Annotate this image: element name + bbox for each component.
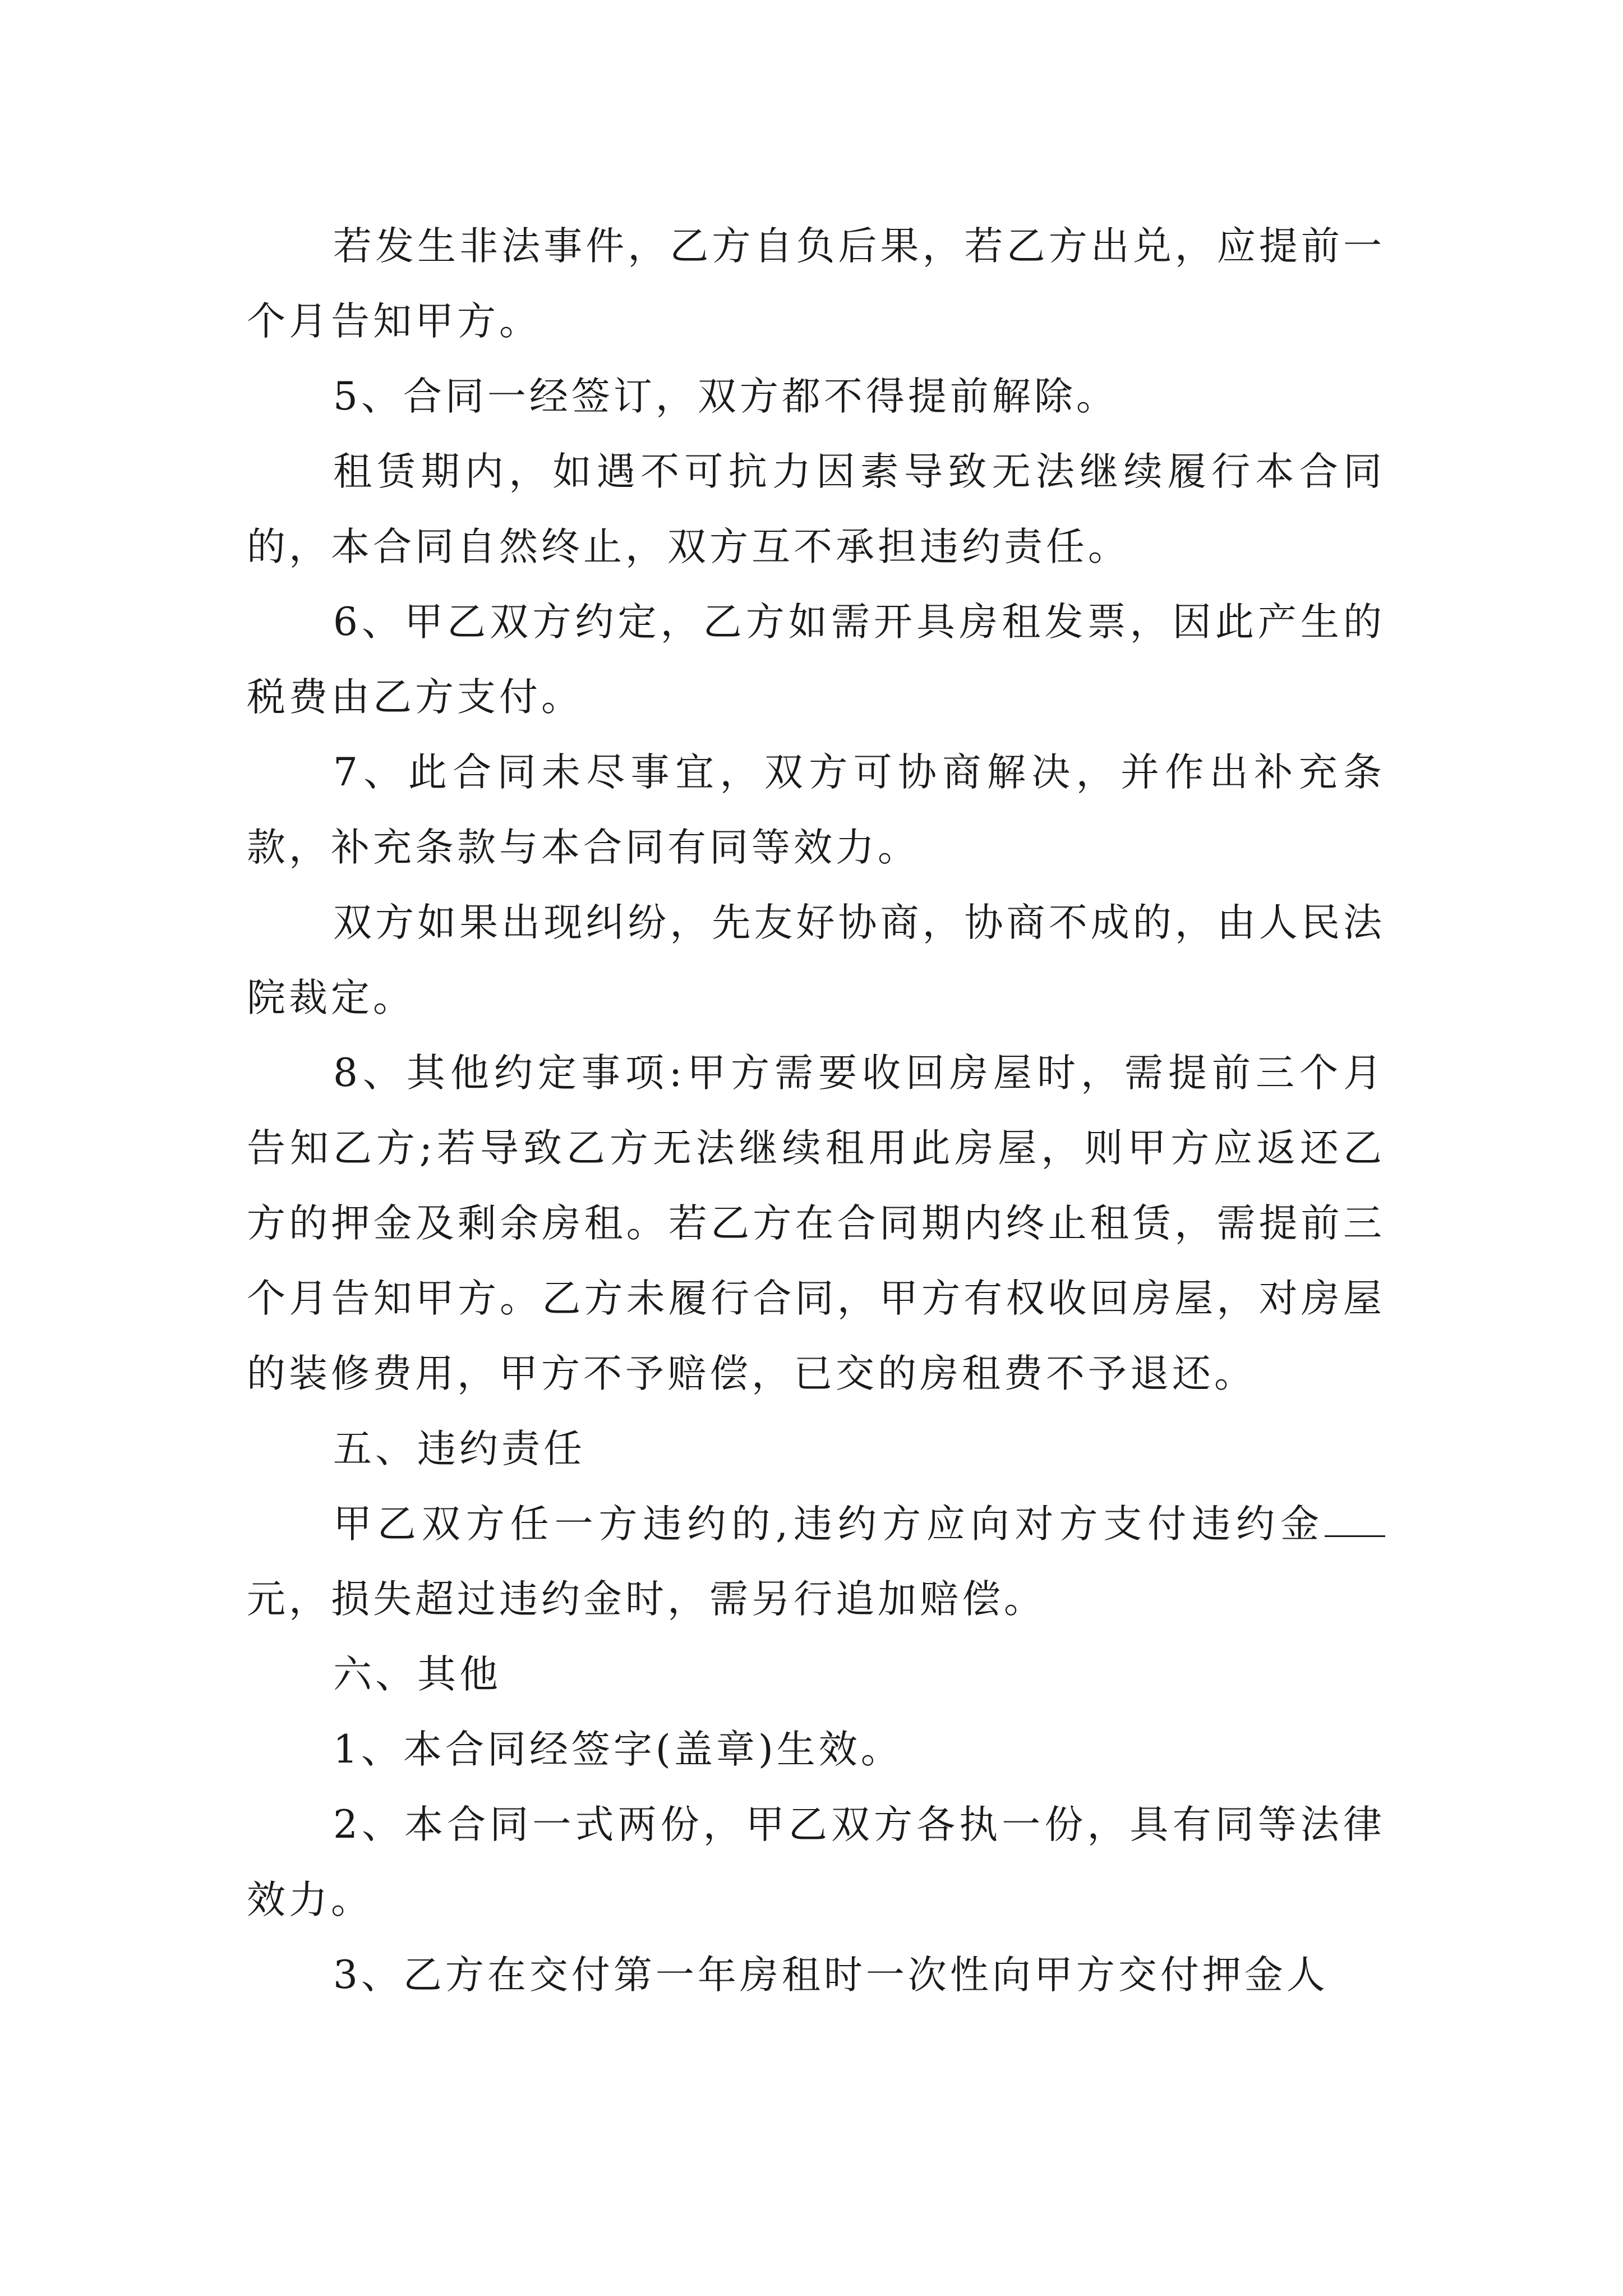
document-body [247, 209, 1385, 2013]
paragraph-other-1: 1、本合同经签字(盖章)生效。 [333, 1727, 903, 1772]
paragraph-breach-penalty [247, 1487, 1385, 1637]
paragraph-clause-5: 5、合同一经签订，双方都不得提前解除。 [333, 374, 1118, 419]
breach-penalty-text: 甲乙双方任一方违约的,违约方应向对方支付违约金 [333, 1502, 1325, 1547]
section-heading-breach: 五、违约责任 [333, 1427, 585, 1471]
paragraph-clause-8: 8、其他约定事项:甲方需要收回房屋时，需提前三个月告知乙方;若导致乙方无法继续租用此房屋，则甲方应返还乙方的押金及剩余房租。若乙方在合同期内终止租赁，需提前三个月告知甲方。乙方未履行合同，甲方有权收回房屋，对房屋的装修费用，甲方不予赔偿，已交的房租费不予退还。 [247, 1051, 1385, 1396]
paragraph-clause-7: 7、此合同未尽事宜，双方可协商解决，并作出补充条款，补充条款与本合同有同等效力。 [247, 750, 1385, 870]
paragraph-force-majeure: 租赁期内，如遇不可抗力因素导致无法继续履行本合同的，本合同自然终止，双方互不承担违约责任。 [247, 449, 1385, 569]
penalty-amount-blank [1325, 1497, 1385, 1537]
paragraph-illegal-events: 若发生非法事件，乙方自负后果，若乙方出兑，应提前一个月告知甲方。 [247, 224, 1385, 344]
paragraph-other-3: 3、乙方在交付第一年房租时一次性向甲方交付押金人 [333, 1953, 1329, 1998]
paragraph-clause-6: 6、甲乙双方约定，乙方如需开具房租发票，因此产生的税费由乙方支付。 [247, 600, 1385, 720]
breach-penalty-text-cont: 元，损失超过违约金时，需另行追加赔偿。 [247, 1577, 1046, 1622]
section-heading-other: 六、其他 [333, 1652, 501, 1697]
paragraph-disputes: 双方如果出现纠纷，先友好协商，协商不成的，由人民法院裁定。 [247, 900, 1385, 1020]
paragraph-other-2: 2、本合同一式两份，甲乙双方各执一份，具有同等法律效力。 [247, 1802, 1385, 1922]
